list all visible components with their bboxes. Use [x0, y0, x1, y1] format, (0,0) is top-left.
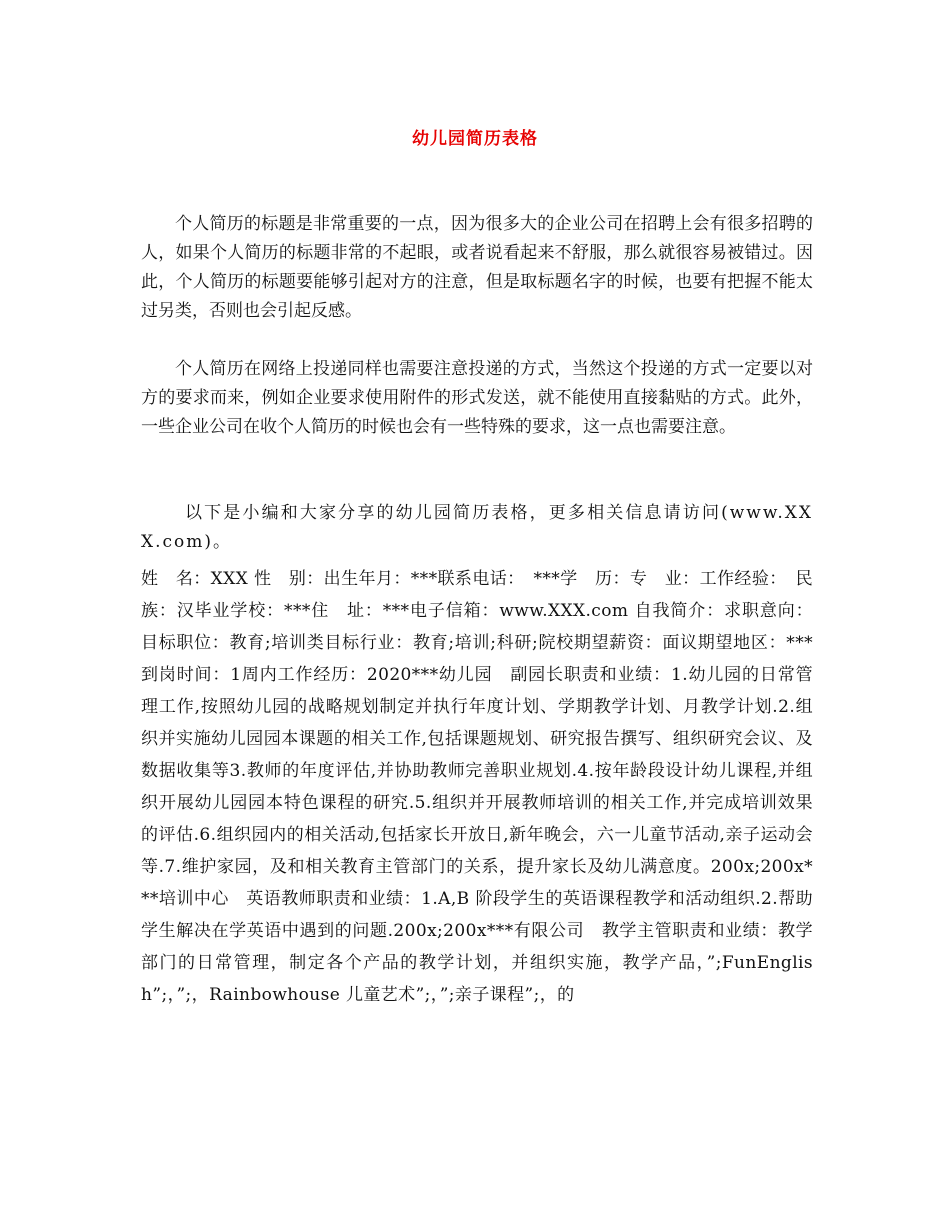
paragraph-resume-content: 姓 名：XXX 性 别：出生年月：***联系电话： ***学 历：专 业：工作经验： 民族：汉毕业学校：***住 址：***电子信箱：www.XXX.com 自我简介：求职意向：目标职位：教育;培训类目标行业：教育;培训;科研;院校期望薪资：面议期望地区：***到岗时间：1周内工作经历：2020***幼儿园 副园长职责和业绩：1.幼儿园的日常管理工作,按照幼儿园的战略规划制定并执行年度计划、学期教学计划、月教学计划.2.组织并实施幼儿园园本课题的相关工作,包括课题规划、研究报告撰写、组织研究会议、及数据收集等3.教师的年度评估,并协助教师完善职业规划.4.按年龄段设计幼儿课程,并组织开展幼儿园园本特色课程的研究.5.组织并开展教师培训的相关工作,并完成培训效果的评估.6.组织园内的相关活动,包括家长开放日,新年晚会，六一儿童节活动,亲子运动会等.7.维护家园，及和相关教育主管部门的关系，提升家长及幼儿满意度。200x;200x***培训中心 英语教师职责和业绩：1.A,B 阶段学生的英语课程教学和活动组织.2.帮助学生解决在学英语中遇到的问题.200x;200x***有限公司 教学主管职责和业绩：教学部门的日常管理，制定各个产品的教学计划，并组织实施，教学产品，”;FunEnglish”;，”;，Rainbowhouse 儿童艺术”;，”;亲子课程”;，的: [141, 569, 813, 1005]
document-title: 幼儿园简历表格: [412, 129, 538, 149]
paragraph-online-delivery: 个人简历在网络上投递同样也需要注意投递的方式，当然这个投递的方式一定要以对方的要求而来，例如企业要求使用附件的形式发送，就不能使用直接黏贴的方式。此外，一些企业公司在收个人简历的时候也会有一些特殊的要求，这一点也需要注意。: [141, 359, 813, 437]
paragraph-intro-share: 以下是小编和大家分享的幼儿园简历表格，更多相关信息请访问(www.XXX.com)。: [141, 503, 813, 552]
paragraph-resume-title: 个人简历的标题是非常重要的一点，因为很多大的企业公司在招聘上会有很多招聘的人，如果个人简历的标题非常的不起眼，或者说看起来不舒服，那么就很容易被错过。因此，个人简历的标题要能够引起对方的注意，但是取标题名字的时候，也要有把握不能太过另类，否则也会引起反感。: [141, 214, 813, 321]
